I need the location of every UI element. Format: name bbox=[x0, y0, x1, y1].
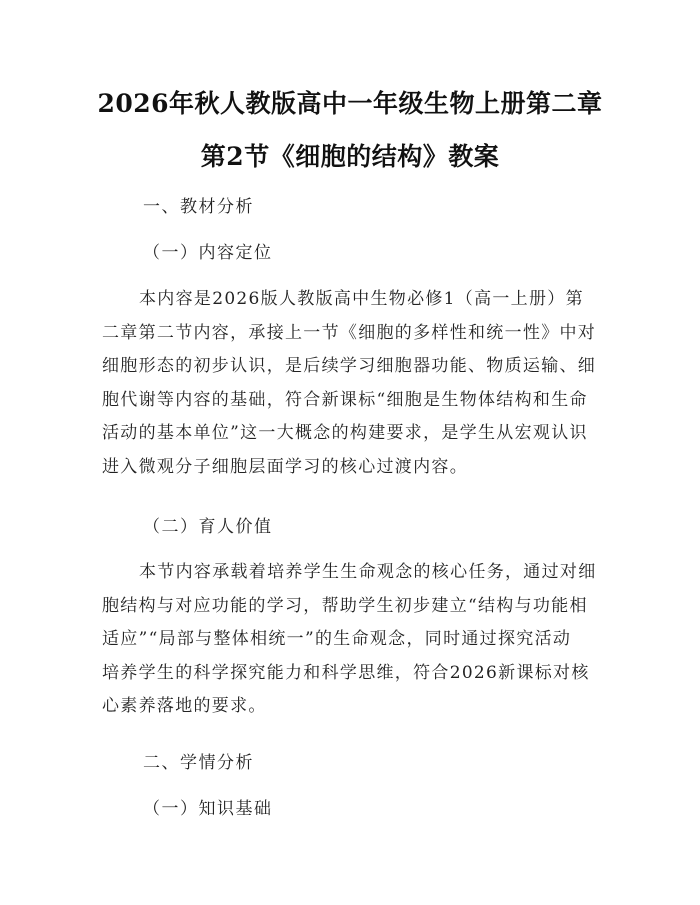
document-title-line-2: 第2节《细胞的结构》教案 bbox=[200, 142, 500, 171]
paragraph-line: 胞结构与对应功能的学习，帮助学生初步建立“结构与功能相 bbox=[102, 595, 588, 616]
paragraph-line: 本内容是2026版人教版高中生物必修1（高一上册）第 bbox=[139, 289, 584, 309]
paragraph-line: 进入微观分子细胞层面学习的核心过渡内容。 bbox=[102, 456, 468, 477]
section-heading-textbook-analysis: 一、教材分析 bbox=[143, 197, 254, 217]
paragraph-line: 适应”“局部与整体相统一”的生命观念，同时通过探究活动 bbox=[102, 629, 572, 649]
subsection-heading-educational-value: （二）育人价值 bbox=[143, 517, 273, 537]
section-heading-student-analysis: 二、学情分析 bbox=[143, 753, 254, 773]
paragraph-line: 心素养落地的要求。 bbox=[102, 696, 267, 716]
paragraph-line: 活动的基本单位”这一大概念的构建要求，是学生从宏观认识 bbox=[102, 423, 588, 443]
paragraph-line: 细胞形态的初步认识，是后续学习细胞器功能、物质运输、细 bbox=[102, 356, 597, 376]
paragraph-line: 本节内容承载着培养学生生命观念的核心任务，通过对细 bbox=[139, 562, 597, 582]
document-title-line-1: 2026年秋人教版高中一年级生物上册第二章 bbox=[97, 89, 603, 118]
paragraph-educational-value bbox=[102, 556, 602, 724]
paragraph-line: 二章第二节内容，承接上一节《细胞的多样性和统一性》中对 bbox=[102, 322, 597, 343]
paragraph-content-position bbox=[102, 283, 602, 484]
paragraph-line: 胞代谢等内容的基础，符合新课标“细胞是生物体结构和生命 bbox=[102, 389, 588, 410]
paragraph-line: 培养学生的科学探究能力和科学思维，符合2026新课标对核 bbox=[102, 662, 590, 683]
subsection-heading-content-position: （一）内容定位 bbox=[143, 243, 273, 263]
subsection-heading-knowledge-base: （一）知识基础 bbox=[143, 799, 273, 819]
